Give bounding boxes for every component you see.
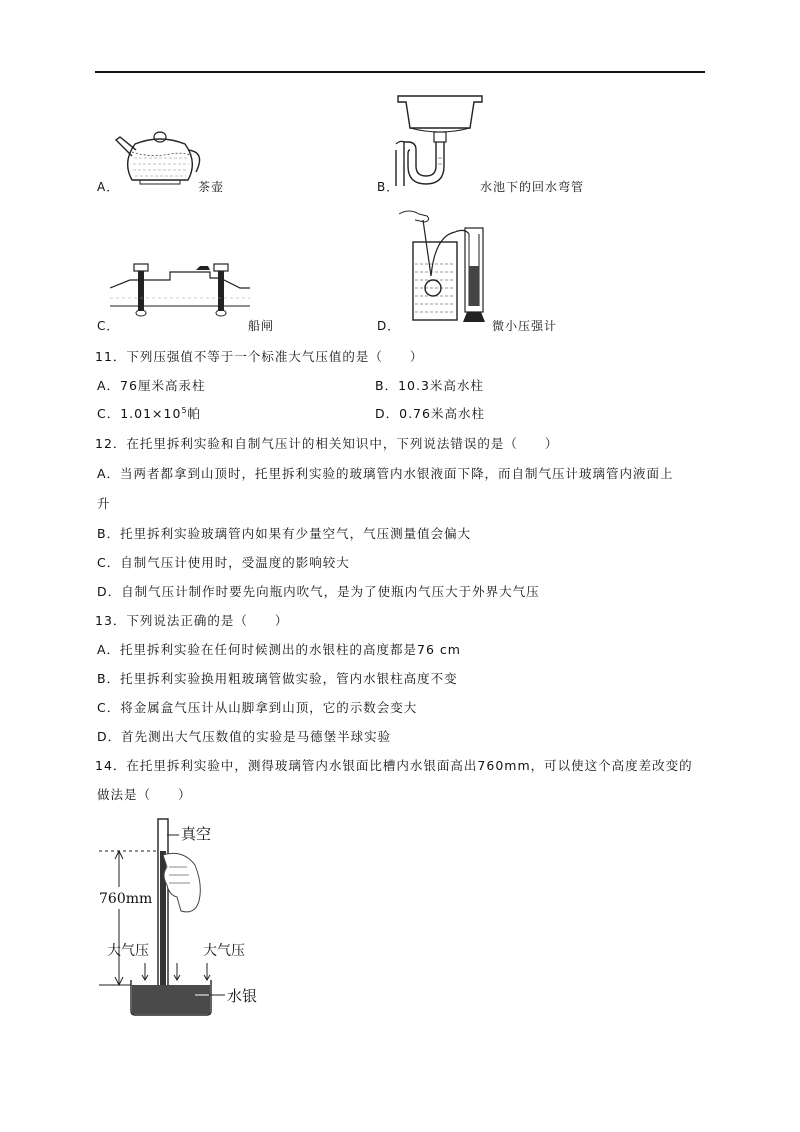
sink-trap-illustration (390, 92, 490, 187)
mercury-dish (132, 985, 210, 1014)
q12-option-b: B．托里拆利实验玻璃管内如果有少量空气，气压测量值会偏大 (97, 526, 472, 541)
q11-option-c-base: C．1.01×10 (97, 406, 182, 421)
option-b-caption: 水池下的回水弯管 (480, 180, 585, 194)
torricelli-figure (95, 815, 275, 1020)
q13-option-b: B．托里拆利实验换用粗玻璃管做实验，管内水银柱高度不变 (97, 671, 458, 686)
q11-option-b: B．10.3米高水柱 (375, 378, 484, 393)
q11-option-c-exponent: 5 (181, 405, 188, 415)
mercury-label: 水银 (227, 987, 258, 1005)
q13-stem: 13．下列说法正确的是（ ） (95, 613, 289, 628)
q11-option-d: D．0.76米高水柱 (375, 406, 485, 421)
q13-option-d: D．首先测出大气压数值的实验是马德堡半球实验 (97, 729, 392, 744)
q14-stem-line2: 做法是（ ） (97, 787, 192, 802)
option-c-caption: 船闸 (248, 319, 275, 333)
option-d-letter: D． (377, 319, 401, 333)
q12-option-a-line2: 升 (97, 496, 111, 511)
option-a-letter: A． (97, 180, 120, 194)
q13-option-c: C．将金属盒气压计从山脚拿到山顶，它的示数会变大 (97, 700, 418, 715)
atm-left-label: 大气压 (107, 943, 149, 959)
q12-stem: 12．在托里拆利实验和自制气压计的相关知识中，下列说法错误的是（ ） (95, 436, 559, 451)
header-rule (95, 71, 705, 73)
atm-right-label: 大气压 (203, 943, 245, 959)
q13-option-a: A．托里拆利实验在任何时候测出的水银柱的高度都是76 cm (97, 642, 461, 657)
q11-option-c (97, 404, 201, 422)
teapot-illustration (110, 122, 210, 192)
option-a-caption: 茶壶 (198, 180, 225, 194)
vacuum-label: 真空 (181, 825, 212, 843)
option-b-letter: B． (377, 180, 400, 194)
q11-stem: 11．下列压强值不等于一个标准大气压值的是（ ） (95, 349, 424, 364)
option-d-caption: 微小压强计 (492, 319, 558, 333)
option-c-letter: C． (97, 319, 120, 333)
q12-option-c: C．自制气压计使用时，受温度的影响较大 (97, 555, 350, 570)
q14-stem-line1: 14．在托里拆利实验中，测得玻璃管内水银面比槽内水银面高出760mm，可以使这个高度差改变的 (95, 758, 693, 773)
height-label: 760mm (99, 891, 153, 907)
q11-option-a: A．76厘米高汞柱 (97, 378, 206, 393)
ship-lock-illustration (110, 258, 250, 323)
micro-manometer-illustration (395, 206, 495, 328)
q12-option-d: D．自制气压计制作时要先向瓶内吹气，是为了使瓶内气压大于外界大气压 (97, 584, 540, 599)
q11-option-c-unit: 帕 (187, 406, 202, 421)
q12-option-a-line1: A．当两者都拿到山顶时，托里拆利实验的玻璃管内水银液面下降，而自制气压计玻璃管内液面上 (97, 466, 674, 481)
